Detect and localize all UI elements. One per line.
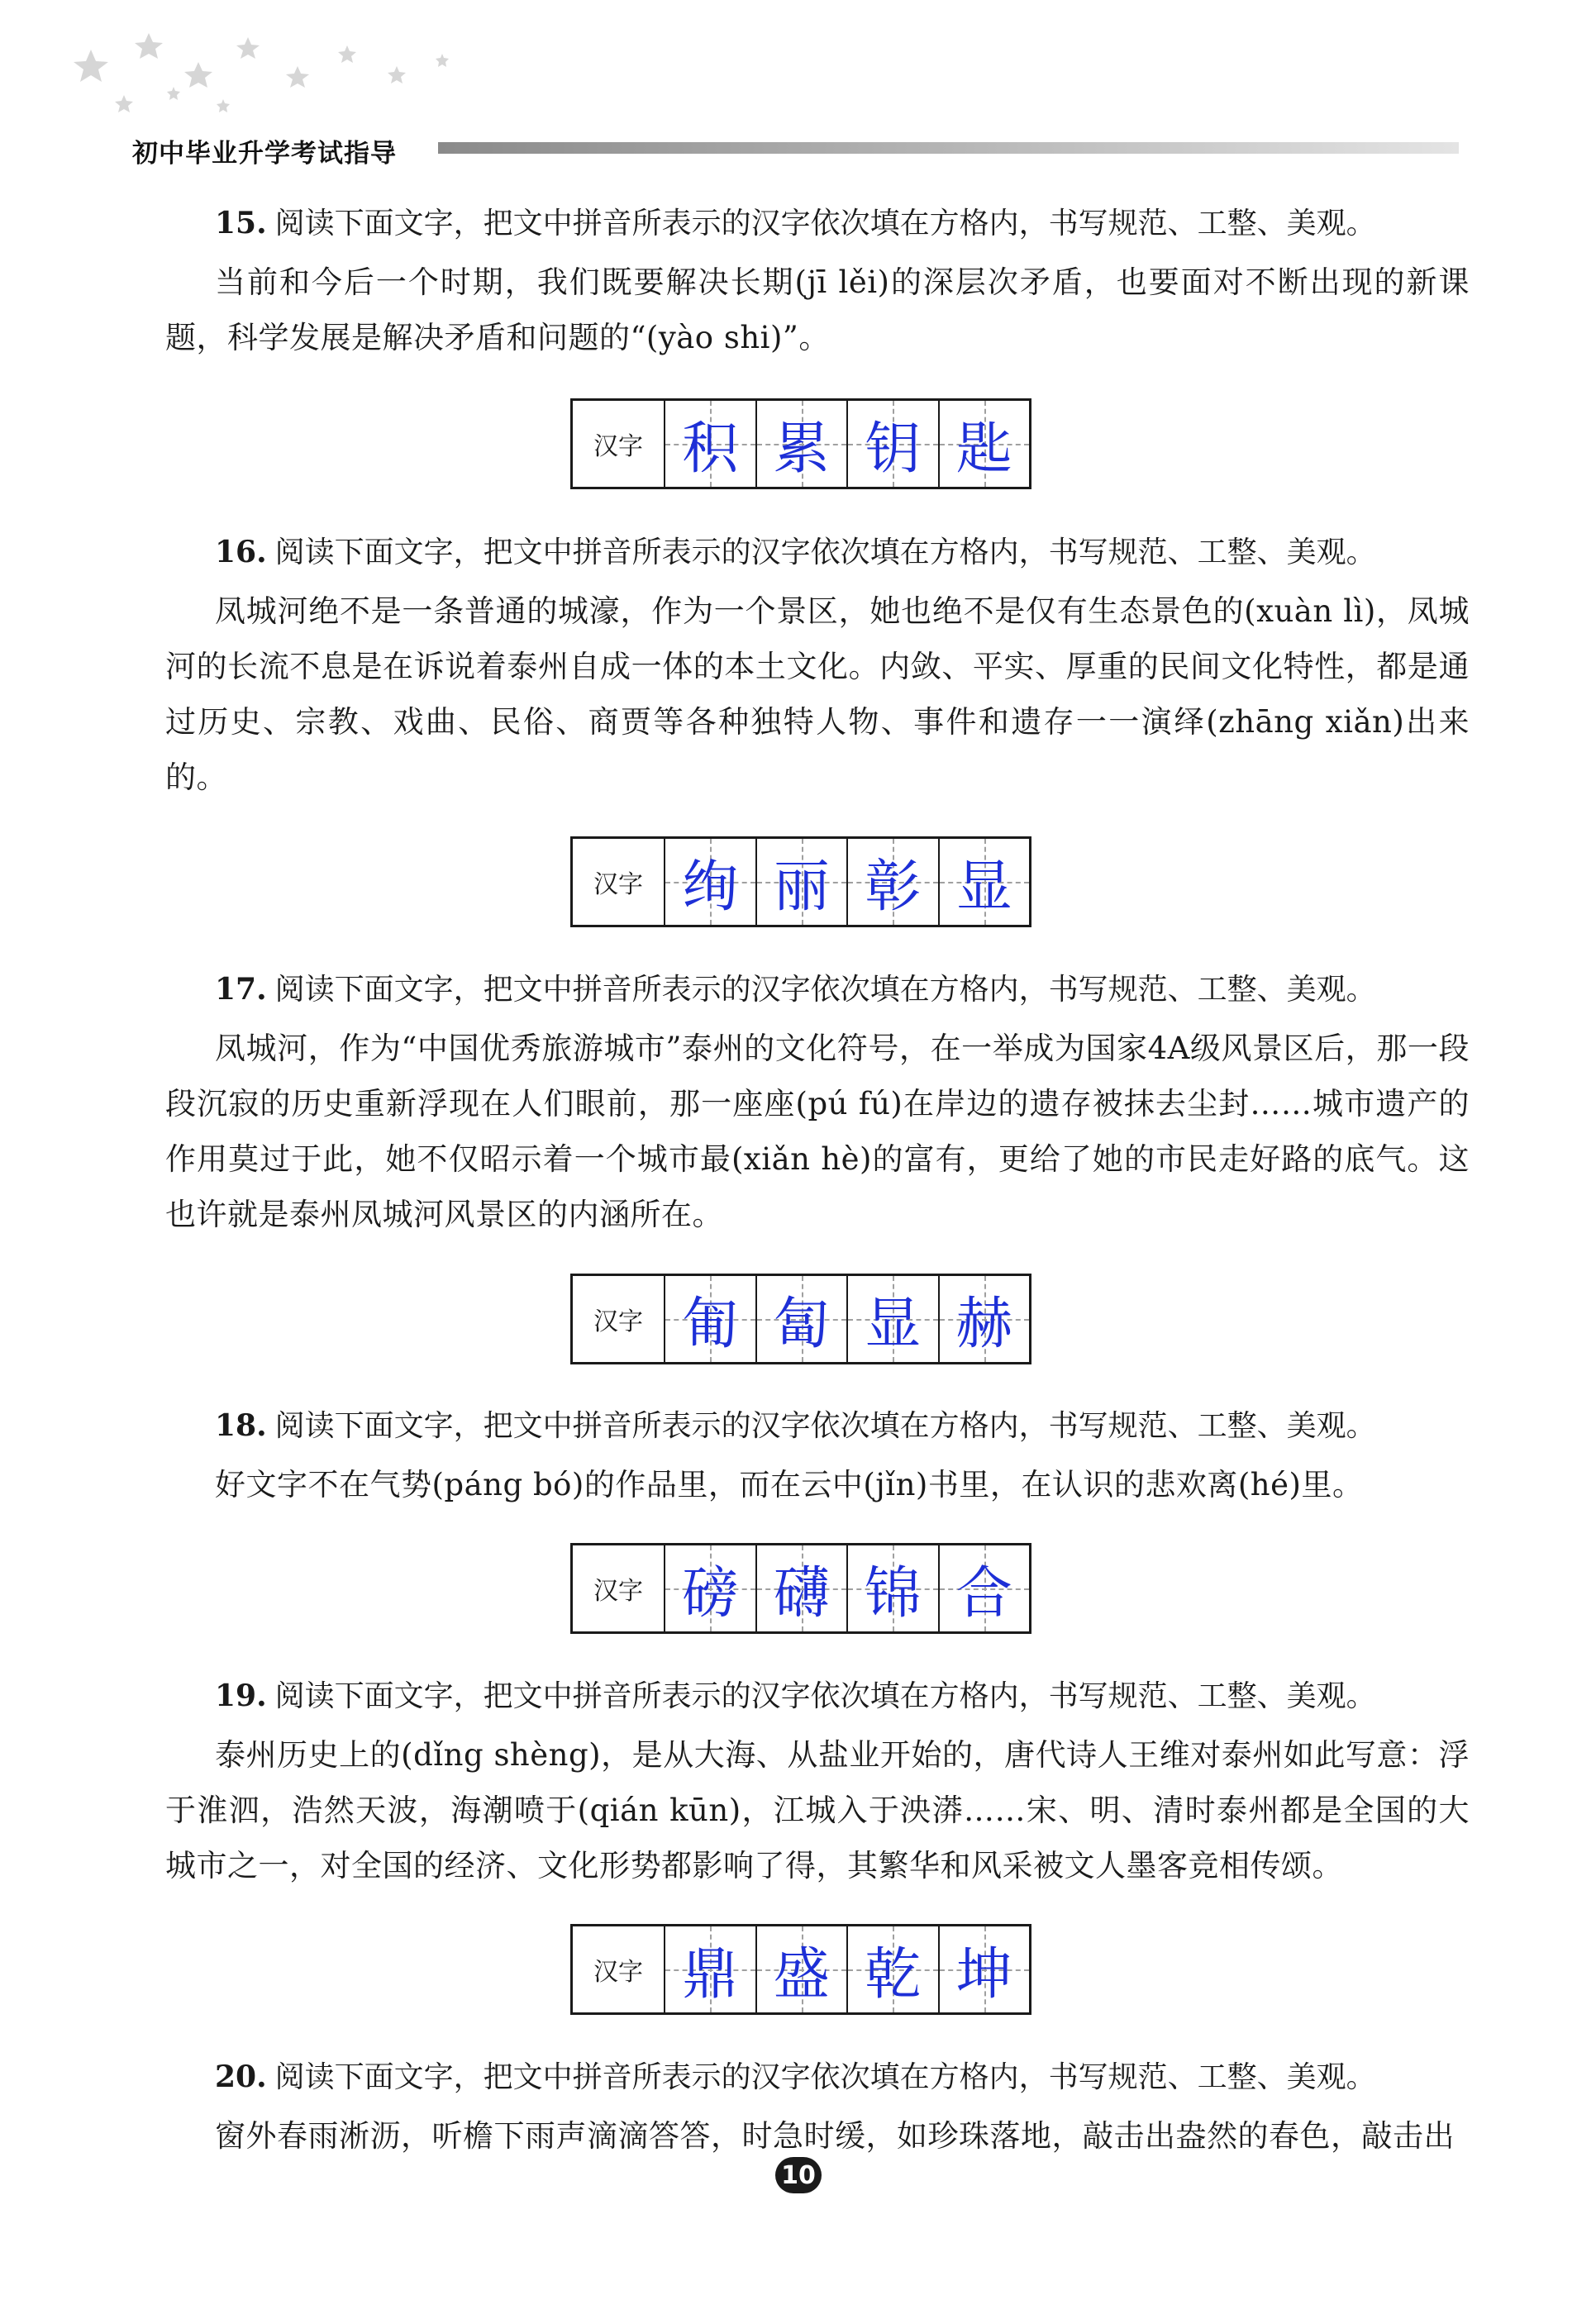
question-18-answer-grid xyxy=(570,1543,1031,1634)
question-instruction: 阅读下面文字，把文中拼音所表示的汉字依次填在方格内，书写规范、工整、美观。 xyxy=(274,536,1376,569)
question-15-prompt xyxy=(215,207,1455,240)
answer-cell: 锦 xyxy=(848,1545,940,1631)
question-instruction: 阅读下面文字，把文中拼音所表示的汉字依次填在方格内，书写规范、工整、美观。 xyxy=(274,1409,1376,1443)
answer-cell: 绚 xyxy=(665,839,757,925)
question-15-answer-grid xyxy=(570,398,1031,489)
answer-cell: 坤 xyxy=(940,1926,1030,2012)
decorative-stars-icon xyxy=(58,17,488,124)
answer-cell: 累 xyxy=(757,401,849,487)
answer-cell: 赫 xyxy=(940,1276,1030,1362)
page-number: 10 xyxy=(775,2157,822,2193)
answer-label: 汉字 xyxy=(573,1545,665,1631)
question-instruction: 阅读下面文字，把文中拼音所表示的汉字依次填在方格内，书写规范、工整、美观。 xyxy=(274,973,1376,1007)
header-title: 初中毕业升学考试指导 xyxy=(132,139,397,169)
question-instruction: 阅读下面文字，把文中拼音所表示的汉字依次填在方格内，书写规范、工整、美观。 xyxy=(274,207,1376,240)
answer-cell: 鼎 xyxy=(665,1926,757,2012)
question-number: 18. xyxy=(215,1408,267,1443)
answer-cell: 显 xyxy=(848,1276,940,1362)
answer-cell: 匐 xyxy=(757,1276,849,1362)
question-number: 16. xyxy=(215,535,267,569)
answer-cell: 合 xyxy=(940,1545,1030,1631)
question-16-answer-grid xyxy=(570,836,1031,927)
answer-cell: 乾 xyxy=(848,1926,940,2012)
answer-label: 汉字 xyxy=(573,839,665,925)
question-number: 17. xyxy=(215,972,267,1007)
question-17-passage: 凤城河，作为“中国优秀旅游城市”泰州的文化符号，在一举成为国家4A级风景区后，那一段段沉寂的历史重新浮现在人们眼前，那一座座(pú fú)在岸边的遗存被抹去尘封……城市遗产的作用莫过于此，她不仅昭示着一个城市最(xiǎn hè)的富有，更给了她的市民走好路的底气。这也许就是泰州凤城河风景区的内涵所在。 xyxy=(165,1031,1470,1232)
question-17-answer-grid xyxy=(570,1274,1031,1364)
question-number: 19. xyxy=(215,1679,267,1713)
answer-cell: 显 xyxy=(940,839,1030,925)
question-16-prompt xyxy=(215,536,1455,569)
answer-cell: 匍 xyxy=(665,1276,757,1362)
question-17-prompt xyxy=(215,973,1455,1007)
answer-cell: 丽 xyxy=(757,839,849,925)
answer-label: 汉字 xyxy=(573,1276,665,1362)
answer-label: 汉字 xyxy=(573,401,665,487)
answer-cell: 盛 xyxy=(757,1926,849,2012)
question-15-passage: 当前和今后一个时期，我们既要解决长期(jī lěi)的深层次矛盾，也要面对不断出现的新课题，科学发展是解决矛盾和问题的“(yào shi)”。 xyxy=(165,264,1470,355)
answer-cell: 积 xyxy=(665,401,757,487)
answer-cell: 钥 xyxy=(848,401,940,487)
answer-cell: 匙 xyxy=(940,401,1030,487)
question-19-answer-grid xyxy=(570,1924,1031,2015)
header-rule xyxy=(438,142,1459,154)
question-number: 15. xyxy=(215,206,267,240)
question-instruction: 阅读下面文字，把文中拼音所表示的汉字依次填在方格内，书写规范、工整、美观。 xyxy=(274,1679,1376,1713)
answer-cell: 彰 xyxy=(848,839,940,925)
answer-label: 汉字 xyxy=(573,1926,665,2012)
answer-cell: 磅 xyxy=(665,1545,757,1631)
question-19-passage: 泰州历史上的(dǐng shèng)，是从大海、从盐业开始的，唐代诗人王维对泰州如此写意：浮于淮泗，浩然天波，海潮喷于(qián kūn)，江城入于泱漭……宋、明、清时泰州都是全国的大城市之一，对全国的经济、文化形势都影响了得，其繁华和风采被文人墨客竞相传颂。 xyxy=(165,1737,1470,1883)
question-19-prompt xyxy=(215,1679,1455,1713)
question-16-passage: 凤城河绝不是一条普通的城濠，作为一个景区，她也绝不是仅有生态景色的(xuàn lì)，凤城河的长流不息是在诉说着泰州自成一体的本土文化。内敛、平实、厚重的民间文化特性，都是通过历史、宗教、戏曲、民俗、商贾等各种独特人物、事件和遗存一一演绎(zhāng xiǎn)出来的。 xyxy=(165,593,1470,795)
question-number: 20. xyxy=(215,2059,267,2094)
question-20-passage: 窗外春雨淅沥，听檐下雨声滴滴答答，时急时缓，如珍珠落地，敲击出盎然的春色，敲击出 xyxy=(215,2118,1455,2154)
question-20-prompt xyxy=(215,2060,1455,2094)
question-instruction: 阅读下面文字，把文中拼音所表示的汉字依次填在方格内，书写规范、工整、美观。 xyxy=(274,2060,1376,2094)
question-18-passage: 好文字不在气势(páng bó)的作品里，而在云中(jǐn)书里，在认识的悲欢离(hé)里。 xyxy=(215,1467,1364,1502)
answer-cell: 礴 xyxy=(757,1545,849,1631)
question-18-prompt xyxy=(215,1409,1455,1443)
